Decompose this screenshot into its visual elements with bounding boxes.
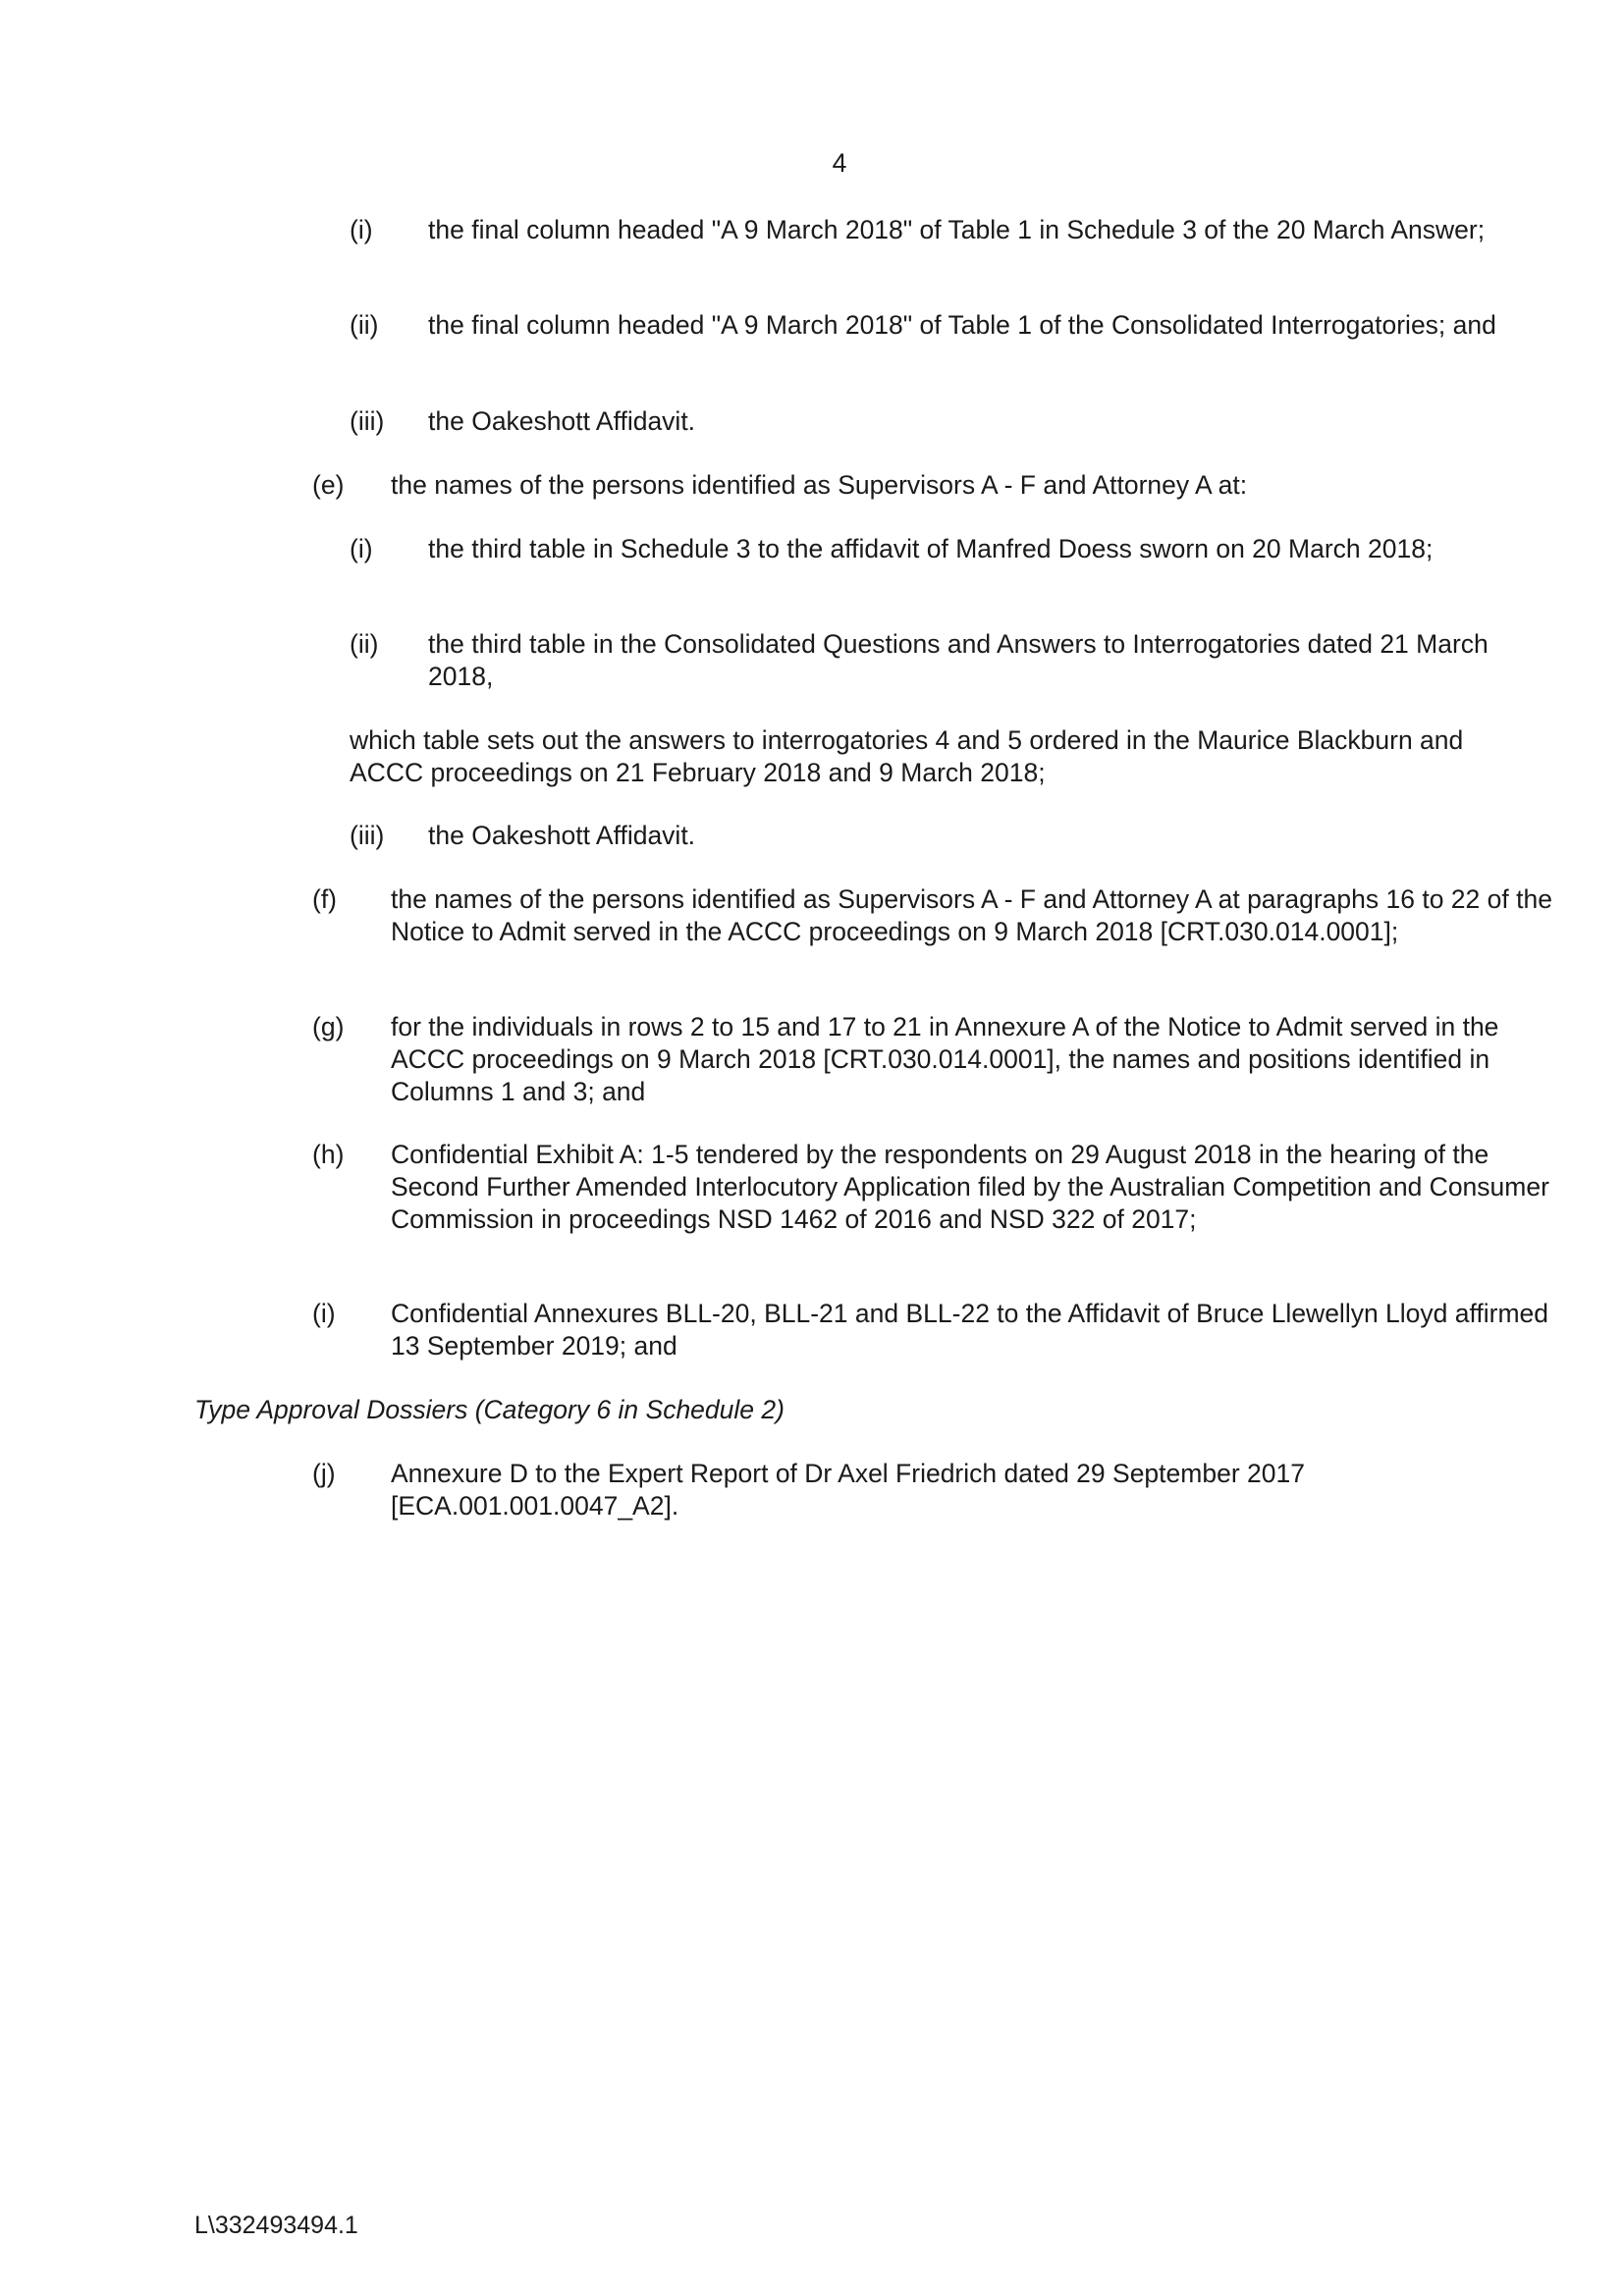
- item-label: (e): [312, 470, 345, 500]
- item-label: (ii): [350, 629, 379, 659]
- item-text: the final column headed "A 9 March 2018" of Table 1 in Schedule 3 of the 20 March Answer;: [428, 215, 1486, 244]
- item-label: (j): [312, 1459, 336, 1488]
- item-label: (i): [312, 1299, 336, 1328]
- item-label: (ii): [350, 310, 379, 340]
- item-text: the final column headed "A 9 March 2018" of Table 1 of the Consolidated Interrogatories; and: [428, 310, 1496, 340]
- item-text: the Oakeshott Affidavit.: [428, 406, 696, 436]
- item-text: Annexure D to the Expert Report of Dr Axel Friedrich dated 29 September 2017 [ECA.001.001.0047_A2].: [391, 1459, 1305, 1521]
- item-label: (h): [312, 1140, 345, 1169]
- item-label: (iii): [350, 406, 385, 436]
- section-heading: Type Approval Dossiers (Category 6 in Schedule 2): [194, 1395, 785, 1424]
- item-label: (i): [350, 215, 373, 244]
- item-text: Confidential Annexures BLL-20, BLL-21 and BLL-22 to the Affidavit of Bruce Llewellyn Lloyd affirmed 13 September 2019; and: [391, 1299, 1549, 1361]
- item-text: the third table in Schedule 3 to the affidavit of Manfred Doess sworn on 20 March 2018;: [428, 534, 1434, 563]
- item-text: the Oakeshott Affidavit.: [428, 821, 696, 850]
- continuation-paragraph: which table sets out the answers to interrogatories 4 and 5 ordered in the Maurice Blackburn and ACCC proceedings on 21 February 2018 and 9 March 2018;: [350, 725, 1464, 787]
- item-text: the names of the persons identified as Supervisors A - F and Attorney A at paragraphs 16 to 22 of the Notice to Admit served in the ACCC proceedings on 9 March 2018 [CRT.030.014.0001];: [391, 884, 1552, 946]
- item-text: for the individuals in rows 2 to 15 and 17 to 21 in Annexure A of the Notice to Admit served in the ACCC proceedings on 9 March 2018 [CRT.030.014.0001], the names and positions identified in Columns 1 and 3; and: [391, 1012, 1499, 1106]
- item-label: (i): [350, 534, 373, 563]
- document-reference-footer: L\332493494.1: [194, 2212, 358, 2239]
- item-label: (f): [312, 884, 338, 914]
- item-text: the names of the persons identified as Supervisors A - F and Attorney A at:: [391, 470, 1248, 500]
- item-text: Confidential Exhibit A: 1-5 tendered by the respondents on 29 August 2018 in the hearing of the Second Further Amended Interlocutory Application filed by the Australian Competition and Consumer Commission in proceedings NSD 1462 of 2016 and NSD 322 of 2017;: [391, 1140, 1549, 1234]
- item-label: (g): [312, 1012, 345, 1041]
- item-label: (iii): [350, 821, 385, 850]
- item-text: the third table in the Consolidated Questions and Answers to Interrogatories dated 21 March 2018,: [428, 629, 1489, 691]
- page-number: 4: [832, 148, 847, 178]
